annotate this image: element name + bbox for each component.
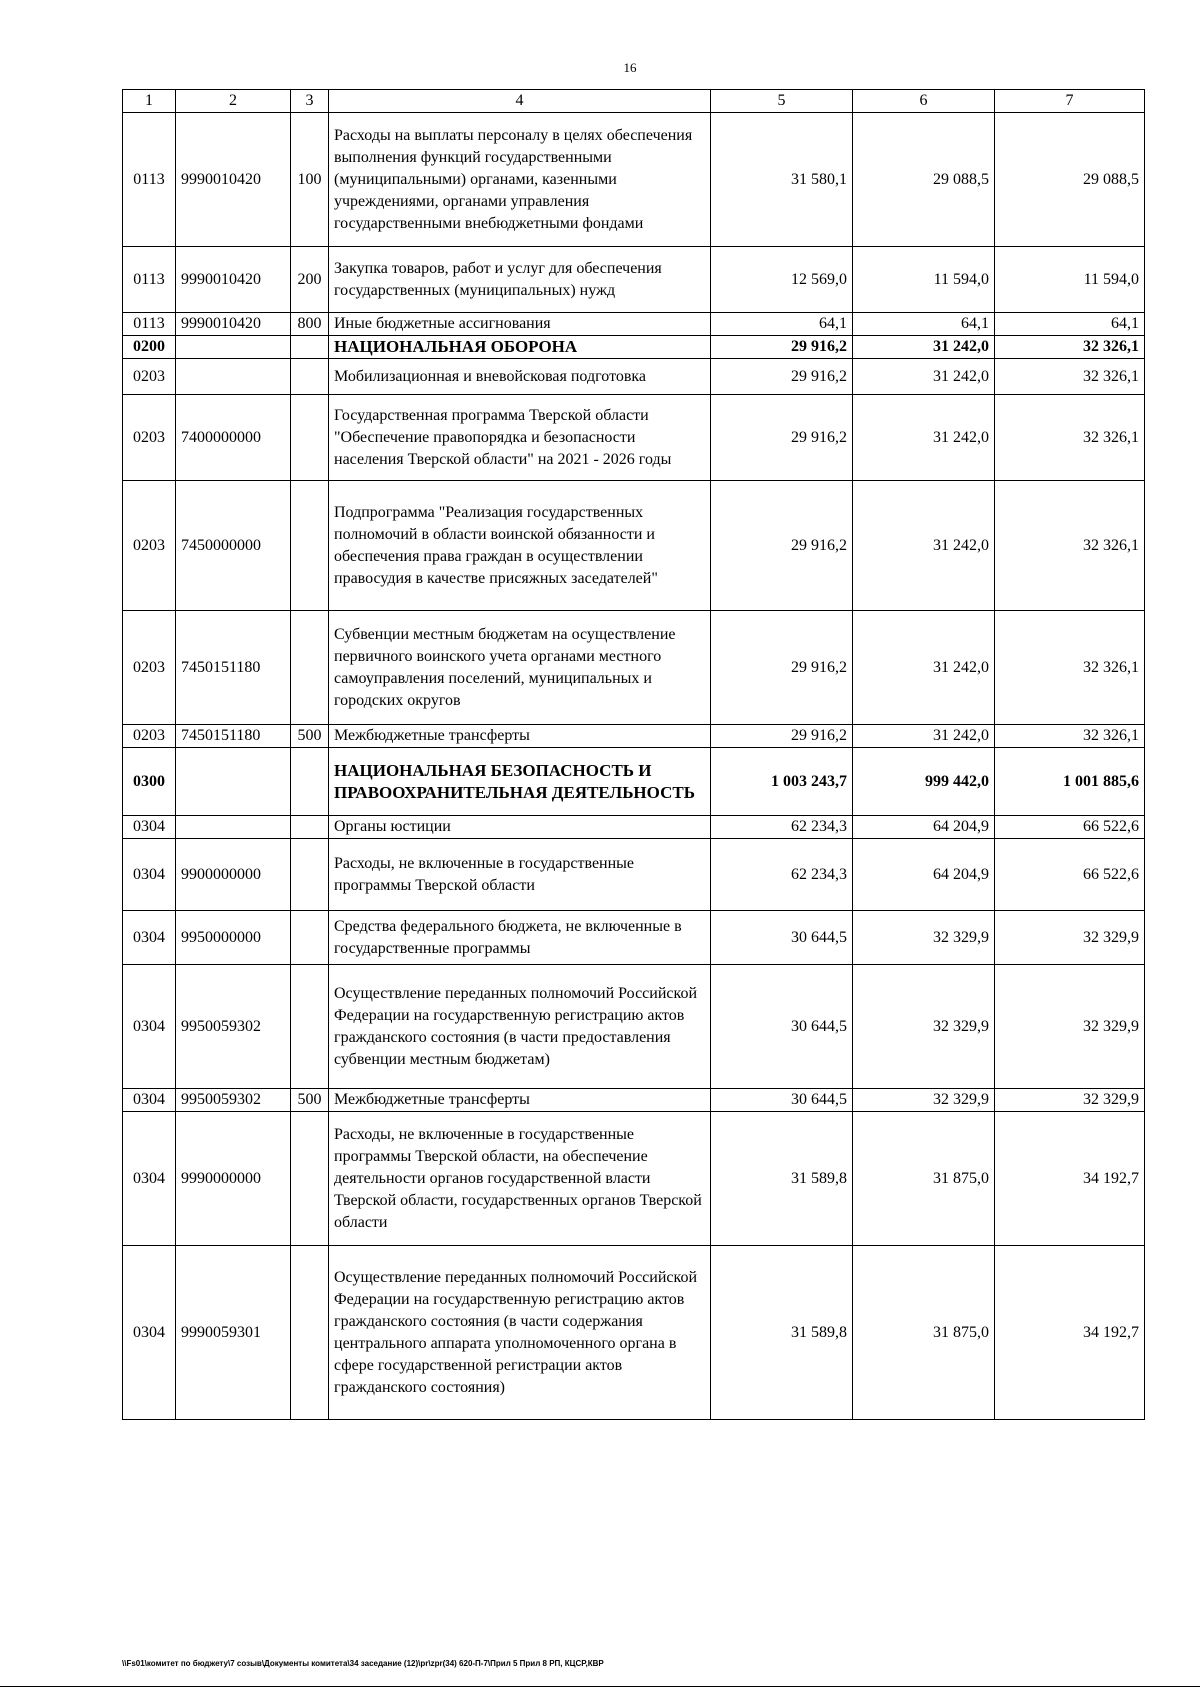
cell-rz: 0113: [123, 247, 176, 313]
cell-csr: 9950000000: [176, 911, 291, 965]
cell-rz: 0203: [123, 481, 176, 611]
cell-v7: 32 329,9: [995, 965, 1145, 1089]
cell-v6: 31 242,0: [853, 725, 995, 748]
table-row: [123, 313, 1145, 336]
cell-v5: 30 644,5: [711, 965, 853, 1089]
cell-name: Средства федерального бюджета, не включенные в государственные программы: [329, 911, 711, 965]
table-row: [123, 911, 1145, 965]
cell-v5: 29 916,2: [711, 481, 853, 611]
cell-csr: 7400000000: [176, 395, 291, 481]
table-row: [123, 816, 1145, 839]
header-cell: 7: [995, 90, 1145, 113]
header-cell: 4: [329, 90, 711, 113]
cell-v6: 32 329,9: [853, 1089, 995, 1112]
cell-csr: 9950059302: [176, 965, 291, 1089]
cell-v5: 29 916,2: [711, 359, 853, 395]
header-cell: 2: [176, 90, 291, 113]
cell-vr: [291, 359, 329, 395]
cell-name: НАЦИОНАЛЬНАЯ БЕЗОПАСНОСТЬ И ПРАВООХРАНИТЕЛЬНАЯ ДЕЯТЕЛЬНОСТЬ: [329, 748, 711, 816]
cell-csr: [176, 336, 291, 359]
table-row: [123, 725, 1145, 748]
cell-name: Закупка товаров, работ и услуг для обеспечения государственных (муниципальных) нужд: [329, 247, 711, 313]
cell-v5: 30 644,5: [711, 911, 853, 965]
cell-name: Межбюджетные трансферты: [329, 1089, 711, 1112]
table-row: [123, 965, 1145, 1089]
cell-name: Осуществление переданных полномочий Российской Федерации на государственную регистрацию актов гражданского состояния (в части содержания центрального аппарата уполномоченного органа в сфере государственной регистрации актов гражданского состояния): [329, 1246, 711, 1420]
cell-csr: 9900000000: [176, 839, 291, 911]
cell-v5: 29 916,2: [711, 611, 853, 725]
cell-name: Государственная программа Тверской области "Обеспечение правопорядка и безопасности населения Тверской области" на 2021 - 2026 годы: [329, 395, 711, 481]
cell-csr: 9990010420: [176, 113, 291, 247]
cell-v7: 64,1: [995, 313, 1145, 336]
table-row: [123, 395, 1145, 481]
table-row: [123, 359, 1145, 395]
cell-name: Субвенции местным бюджетам на осуществление первичного воинского учета органами местного самоуправления поселений, муниципальных и городских округов: [329, 611, 711, 725]
table-row: [123, 113, 1145, 247]
cell-csr: 9990059301: [176, 1246, 291, 1420]
cell-v6: 31 242,0: [853, 481, 995, 611]
cell-rz: 0203: [123, 725, 176, 748]
table-row: [123, 839, 1145, 911]
cell-v6: 32 329,9: [853, 911, 995, 965]
cell-name: Расходы на выплаты персоналу в целях обеспечения выполнения функций государственными (муниципальными) органами, казенными учреждениями, органами управления государственными внебюджетными фондами: [329, 113, 711, 247]
cell-vr: 100: [291, 113, 329, 247]
cell-v7: 32 329,9: [995, 1089, 1145, 1112]
page-number: 16: [623, 60, 637, 75]
cell-rz: 0304: [123, 965, 176, 1089]
cell-v6: 64,1: [853, 313, 995, 336]
cell-csr: 9990010420: [176, 247, 291, 313]
cell-v5: 31 589,8: [711, 1246, 853, 1420]
cell-v7: 11 594,0: [995, 247, 1145, 313]
cell-v6: 999 442,0: [853, 748, 995, 816]
cell-v6: 31 875,0: [853, 1246, 995, 1420]
cell-v5: 31 589,8: [711, 1112, 853, 1246]
footer-file-path: \\Fs01\комитет по бюджету\7 созыв\Документы комитета\34 заседание (12)\pr\zpr(34) 620-П-7\Прил 5 Прил 8 РП, КЦСР,КВР: [122, 1659, 604, 1668]
cell-csr: 9990010420: [176, 313, 291, 336]
cell-rz: 0203: [123, 395, 176, 481]
cell-v6: 64 204,9: [853, 839, 995, 911]
cell-v7: 32 326,1: [995, 395, 1145, 481]
cell-v6: 31 875,0: [853, 1112, 995, 1246]
cell-v5: 12 569,0: [711, 247, 853, 313]
cell-vr: [291, 911, 329, 965]
cell-vr: [291, 395, 329, 481]
cell-v5: 30 644,5: [711, 1089, 853, 1112]
cell-vr: [291, 1246, 329, 1420]
bottom-rule: [0, 1686, 1200, 1687]
cell-vr: 500: [291, 1089, 329, 1112]
cell-vr: [291, 748, 329, 816]
cell-rz: 0300: [123, 748, 176, 816]
cell-rz: 0113: [123, 313, 176, 336]
cell-csr: 9990000000: [176, 1112, 291, 1246]
cell-vr: [291, 481, 329, 611]
table-row: [123, 1089, 1145, 1112]
cell-name: Подпрограмма "Реализация государственных полномочий в области воинской обязанности и обеспечения права граждан в осуществлении правосудия в качестве присяжных заседателей": [329, 481, 711, 611]
cell-rz: 0203: [123, 359, 176, 395]
header-cell: 5: [711, 90, 853, 113]
cell-vr: [291, 965, 329, 1089]
cell-rz: 0200: [123, 336, 176, 359]
cell-v7: 32 326,1: [995, 481, 1145, 611]
cell-v7: 1 001 885,6: [995, 748, 1145, 816]
cell-csr: 7450151180: [176, 725, 291, 748]
cell-vr: [291, 611, 329, 725]
cell-v6: 31 242,0: [853, 336, 995, 359]
cell-v6: 11 594,0: [853, 247, 995, 313]
cell-v7: 32 326,1: [995, 359, 1145, 395]
cell-name: Расходы, не включенные в государственные программы Тверской области: [329, 839, 711, 911]
cell-rz: 0304: [123, 816, 176, 839]
cell-v6: 29 088,5: [853, 113, 995, 247]
cell-v7: 32 326,1: [995, 336, 1145, 359]
cell-vr: 500: [291, 725, 329, 748]
table-row: [123, 247, 1145, 313]
table-row: [123, 481, 1145, 611]
cell-csr: [176, 748, 291, 816]
cell-v5: 29 916,2: [711, 336, 853, 359]
budget-table: [122, 89, 1145, 1420]
table-row: [123, 1112, 1145, 1246]
cell-rz: 0304: [123, 1089, 176, 1112]
cell-v5: 29 916,2: [711, 725, 853, 748]
cell-name: Осуществление переданных полномочий Российской Федерации на государственную регистрацию актов гражданского состояния (в части предоставления субвенции местным бюджетам): [329, 965, 711, 1089]
cell-rz: 0304: [123, 1112, 176, 1246]
cell-v7: 66 522,6: [995, 839, 1145, 911]
cell-v7: 34 192,7: [995, 1112, 1145, 1246]
cell-name: Расходы, не включенные в государственные программы Тверской области, на обеспечение деятельности органов государственной власти Тверской области, государственных органов Тверской области: [329, 1112, 711, 1246]
cell-vr: 800: [291, 313, 329, 336]
cell-csr: [176, 816, 291, 839]
cell-v5: 64,1: [711, 313, 853, 336]
cell-csr: 7450000000: [176, 481, 291, 611]
cell-v6: 31 242,0: [853, 395, 995, 481]
cell-name: НАЦИОНАЛЬНАЯ ОБОРОНА: [329, 336, 711, 359]
cell-rz: 0203: [123, 611, 176, 725]
cell-v6: 32 329,9: [853, 965, 995, 1089]
cell-v7: 32 329,9: [995, 911, 1145, 965]
table-row: [123, 611, 1145, 725]
cell-vr: [291, 816, 329, 839]
cell-v5: 62 234,3: [711, 839, 853, 911]
header-cell: 3: [291, 90, 329, 113]
cell-rz: 0113: [123, 113, 176, 247]
cell-v7: 32 326,1: [995, 725, 1145, 748]
cell-v6: 31 242,0: [853, 611, 995, 725]
table-row: [123, 1246, 1145, 1420]
cell-name: Межбюджетные трансферты: [329, 725, 711, 748]
cell-rz: 0304: [123, 911, 176, 965]
cell-v5: 29 916,2: [711, 395, 853, 481]
cell-vr: 200: [291, 247, 329, 313]
table-header-row: [123, 90, 1145, 113]
cell-v5: 1 003 243,7: [711, 748, 853, 816]
cell-vr: [291, 839, 329, 911]
cell-vr: [291, 336, 329, 359]
cell-csr: 7450151180: [176, 611, 291, 725]
header-cell: 1: [123, 90, 176, 113]
cell-v5: 31 580,1: [711, 113, 853, 247]
table-row: [123, 748, 1145, 816]
cell-vr: [291, 1112, 329, 1246]
cell-name: Органы юстиции: [329, 816, 711, 839]
cell-rz: 0304: [123, 1246, 176, 1420]
cell-v7: 32 326,1: [995, 611, 1145, 725]
cell-rz: 0304: [123, 839, 176, 911]
cell-v7: 34 192,7: [995, 1246, 1145, 1420]
cell-v7: 29 088,5: [995, 113, 1145, 247]
cell-v6: 64 204,9: [853, 816, 995, 839]
cell-v6: 31 242,0: [853, 359, 995, 395]
cell-name: Мобилизационная и вневойсковая подготовка: [329, 359, 711, 395]
cell-v7: 66 522,6: [995, 816, 1145, 839]
table-row: [123, 336, 1145, 359]
cell-csr: 9950059302: [176, 1089, 291, 1112]
header-cell: 6: [853, 90, 995, 113]
cell-v5: 62 234,3: [711, 816, 853, 839]
cell-csr: [176, 359, 291, 395]
cell-name: Иные бюджетные ассигнования: [329, 313, 711, 336]
